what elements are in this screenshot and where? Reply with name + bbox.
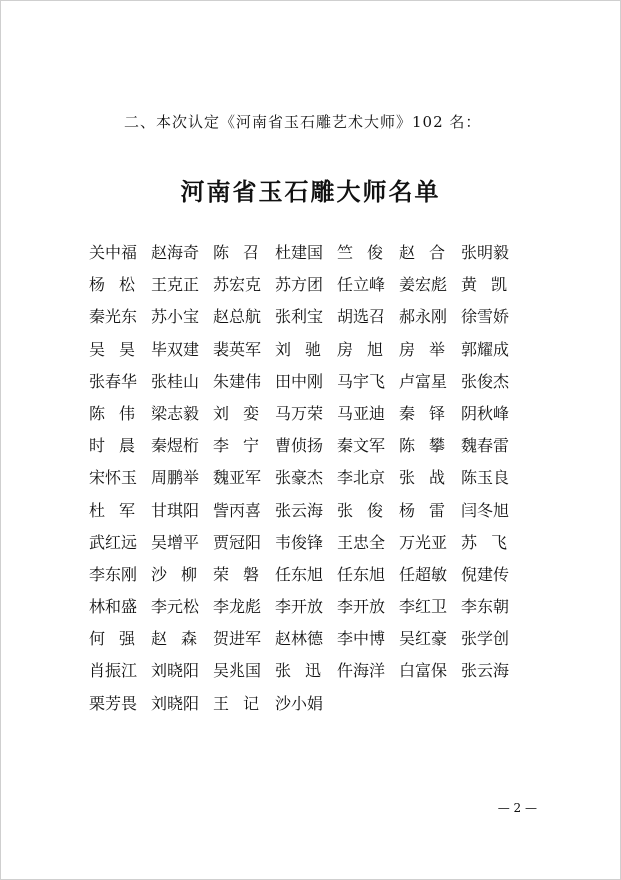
name-entry: 张学创 <box>461 629 510 649</box>
name-entry: 张 迅 <box>275 661 321 681</box>
name-entry: 郝永刚 <box>399 307 448 327</box>
name-entry: 苏小宝 <box>151 307 200 327</box>
name-entry: 訾丙喜 <box>213 500 262 520</box>
name-entry: 张云海 <box>275 500 324 520</box>
name-entry: 周鹏举 <box>151 468 200 488</box>
name-entry: 马亚迪 <box>337 403 386 423</box>
name-entry: 张 俊 <box>337 500 383 520</box>
name-entry: 赵 森 <box>151 629 197 649</box>
name-entry: 杜 军 <box>89 500 135 520</box>
name-entry: 栗芳畏 <box>89 693 138 713</box>
name-entry: 卢富星 <box>399 371 448 391</box>
name-entry: 李东朝 <box>461 597 510 617</box>
intro-line: 二、本次认定《河南省玉石雕艺术大师》102 名： <box>124 113 482 131</box>
name-entry: 房 旭 <box>337 339 383 359</box>
name-entry: 张云海 <box>461 661 510 681</box>
name-entry: 张 战 <box>399 468 445 488</box>
name-entry: 竺 俊 <box>337 243 383 262</box>
name-entry: 沙小娟 <box>275 693 324 713</box>
name-entry: 贺进军 <box>213 629 262 649</box>
name-entry: 任东旭 <box>337 564 386 584</box>
name-entry: 魏春雷 <box>461 436 510 456</box>
name-entry: 闫冬旭 <box>461 500 510 520</box>
name-entry: 倪建传 <box>461 564 510 584</box>
name-entry: 张俊杰 <box>461 371 510 391</box>
name-entry: 秦文军 <box>337 436 386 456</box>
name-entry: 刘 驰 <box>275 339 321 359</box>
page-number: — 2 — <box>497 801 537 815</box>
name-entry: 田中刚 <box>275 371 324 391</box>
name-entry: 陈玉良 <box>461 468 510 488</box>
name-entry: 姜宏彪 <box>399 275 448 295</box>
name-entry: 魏亚军 <box>213 468 262 488</box>
name-entry: 郭耀成 <box>461 339 510 359</box>
name-entry: 赵总航 <box>213 307 262 327</box>
name-entry: 吴 昊 <box>89 339 135 359</box>
name-entry: 吴兆国 <box>213 661 262 681</box>
name-entry: 杨 松 <box>89 275 135 295</box>
name-entry: 杨 雷 <box>399 500 445 520</box>
name-entry: 刘晓阳 <box>151 661 200 681</box>
name-entry: 张豪杰 <box>275 468 324 488</box>
name-entry: 时 晨 <box>89 436 135 456</box>
name-entry: 杜建国 <box>275 243 324 262</box>
name-entry: 黄 凯 <box>461 275 507 295</box>
name-entry: 荣 磐 <box>213 564 259 584</box>
name-entry: 李中博 <box>337 629 386 649</box>
name-entry: 阴秋峰 <box>461 403 510 423</box>
name-entry: 韦俊锋 <box>275 532 324 552</box>
name-entry: 李开放 <box>275 597 324 617</box>
name-entry: 秦煜桁 <box>151 436 200 456</box>
name-entry: 沙 柳 <box>151 564 197 584</box>
name-entry: 房 举 <box>399 339 445 359</box>
name-entry: 贾冠阳 <box>213 532 262 552</box>
name-entry: 赵林德 <box>275 629 324 649</box>
name-entry: 胡选召 <box>337 307 386 327</box>
name-entry: 王克正 <box>151 275 200 295</box>
name-entry: 李 宁 <box>213 436 259 456</box>
name-entry: 赵海奇 <box>151 243 200 262</box>
name-entry: 李红卫 <box>399 597 448 617</box>
names-grid <box>89 242 523 725</box>
name-entry: 李北京 <box>337 468 386 488</box>
name-entry: 林和盛 <box>89 597 138 617</box>
name-entry: 苏方团 <box>275 275 324 295</box>
name-entry: 吴增平 <box>151 532 200 552</box>
name-entry: 张春华 <box>89 371 138 391</box>
name-entry: 武红远 <box>89 532 138 552</box>
name-entry: 刘 娈 <box>213 403 259 423</box>
name-entry: 曹侦扬 <box>275 436 324 456</box>
name-entry: 裴英军 <box>213 339 262 359</box>
name-entry: 吴红豪 <box>399 629 448 649</box>
name-entry: 何 强 <box>89 629 135 649</box>
name-entry: 陈 召 <box>213 243 259 262</box>
name-entry: 宋怀玉 <box>89 468 138 488</box>
name-entry: 李元松 <box>151 597 200 617</box>
list-title: 河南省玉石雕大师名单 <box>180 177 441 206</box>
name-entry: 李东刚 <box>89 564 138 584</box>
name-entry: 苏 飞 <box>461 532 507 552</box>
name-entry: 王 记 <box>213 693 259 713</box>
name-entry: 李开放 <box>337 597 386 617</box>
name-entry: 毕双建 <box>151 339 200 359</box>
name-entry: 陈 伟 <box>89 403 135 423</box>
name-entry: 朱建伟 <box>213 371 262 391</box>
name-entry: 陈 攀 <box>399 436 445 456</box>
name-entry: 任立峰 <box>337 275 386 295</box>
name-entry: 李龙彪 <box>213 597 262 617</box>
name-entry: 刘晓阳 <box>151 693 200 713</box>
name-entry: 甘琪阳 <box>151 500 200 520</box>
name-entry: 任超敏 <box>399 564 448 584</box>
name-entry: 张明毅 <box>461 243 510 262</box>
name-entry: 徐雪娇 <box>461 307 510 327</box>
name-entry: 张利宝 <box>275 307 324 327</box>
name-entry: 苏宏克 <box>213 275 262 295</box>
name-entry: 张桂山 <box>151 371 200 391</box>
name-entry: 赵 合 <box>399 243 445 262</box>
name-entry: 关中福 <box>89 243 138 262</box>
name-entry: 马宇飞 <box>337 371 386 391</box>
name-entry: 白富保 <box>399 661 448 681</box>
name-entry: 秦 铎 <box>399 403 445 423</box>
name-entry: 任东旭 <box>275 564 324 584</box>
name-entry: 秦光东 <box>89 307 138 327</box>
name-entry: 梁志毅 <box>151 403 200 423</box>
name-entry: 马万荣 <box>275 403 324 423</box>
name-entry: 仵海洋 <box>337 661 386 681</box>
name-entry: 万光亚 <box>399 532 448 552</box>
name-entry: 王忠全 <box>337 532 386 552</box>
name-entry: 肖振江 <box>89 661 138 681</box>
